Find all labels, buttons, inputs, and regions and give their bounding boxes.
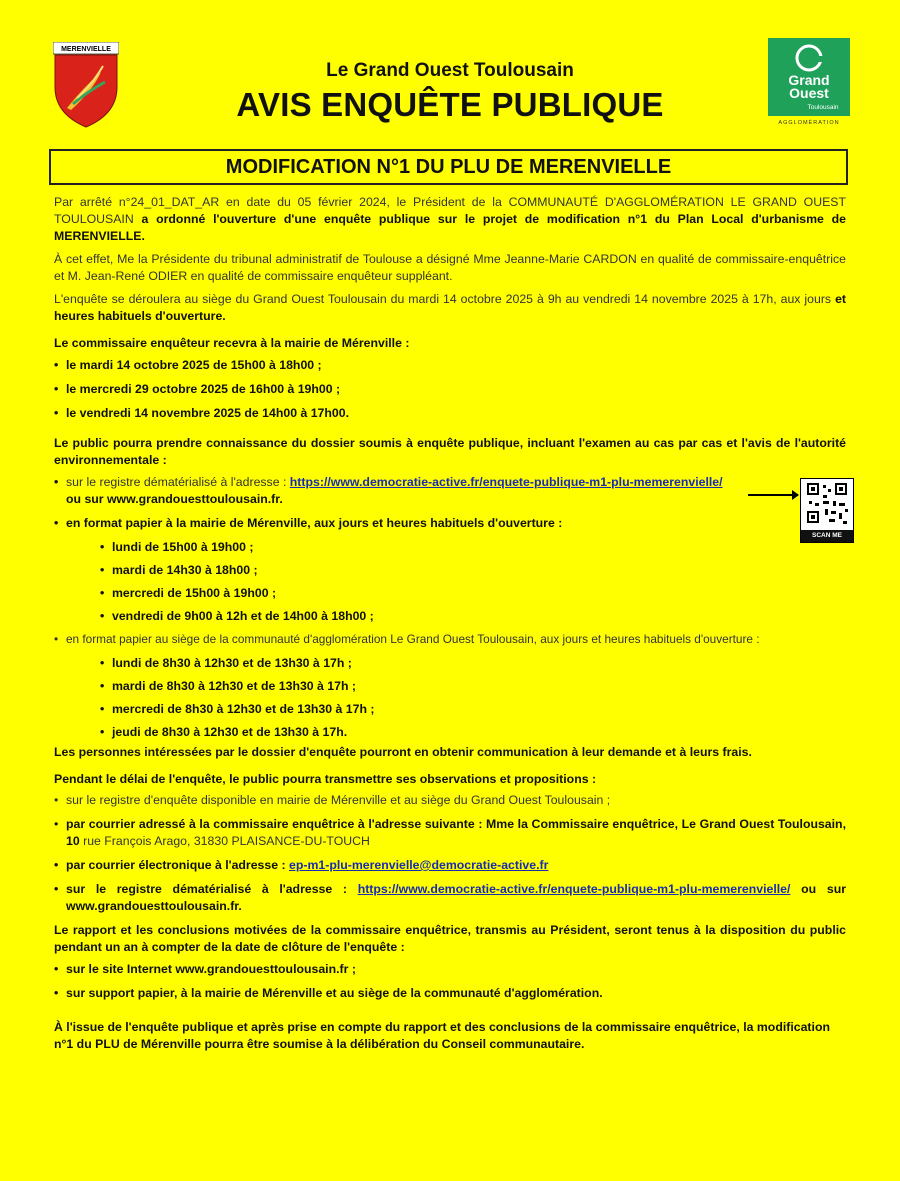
list-item: • sur support papier, à la mairie de Mérenville et au siège de la communauté d'agglomération. xyxy=(54,985,846,1002)
subject-banner: MODIFICATION N°1 DU PLU DE MERENVIELLE xyxy=(49,149,848,185)
siege-list xyxy=(54,631,846,648)
list-item: • mardi de 14h30 à 18h00 ; xyxy=(100,562,846,579)
email-link[interactable]: ep-m1-plu-merenvielle@democratie-active.fr xyxy=(289,858,549,872)
svg-text:AGGLOMÉRATION: AGGLOMÉRATION xyxy=(778,120,840,126)
qr-code[interactable] xyxy=(800,478,854,543)
svg-text:Toulousain: Toulousain xyxy=(807,104,839,111)
svg-text:Grand: Grand xyxy=(788,72,830,88)
siege-hours-list xyxy=(54,655,846,741)
registre-link[interactable]: https://www.democratie-active.fr/enquete-publique-m1-plu-memerenvielle/ xyxy=(289,475,723,489)
permanences-list xyxy=(54,357,846,422)
intro-paragraph-1: Par arrêté n°24_01_DAT_AR en date du 05 février 2024, le Président de la COMMUNAUTÉ D'AGGLOMÉRATION LE GRAND OUEST TOULOUSAIN a ordonné l'ouverture d'une enquête publique sur le projet de modification n°1 du Plan Local d'urbanisme de MERENVIELLE. xyxy=(54,195,846,243)
page-header xyxy=(160,60,740,124)
qr-scan-label: SCAN ME xyxy=(801,530,853,542)
observations-heading: Pendant le délai de l'enquête, le public pourra transmettre ses observations et propositions : xyxy=(54,772,597,786)
list-item: • par courrier adressé à la commissaire enquêtrice à l'adresse suivante : Mme la Commissaire enquêtrice, Le Grand Ouest Toulousain, 10 rue François Arago, 31830 PLAISANCE-DU-TOUCH xyxy=(54,816,846,850)
permanences-heading: Le commissaire enquêteur recevra à la mairie de Mérenville : xyxy=(54,336,410,350)
crest-town-name: MERENVIELLE xyxy=(61,46,111,53)
intro-paragraph-3: L'enquête se déroulera au siège du Grand Ouest Toulousain du mardi 14 octobre 2025 à 9h au vendredi 14 novembre 2025 à 17h, aux jours et heures habituels d'ouverture. xyxy=(54,292,846,323)
list-item: • le mardi 14 octobre 2025 de 15h00 à 18h00 ; xyxy=(54,357,846,374)
merenvielle-crest-logo xyxy=(53,42,119,128)
list-item: • vendredi de 9h00 à 12h et de 14h00 à 18h00 ; xyxy=(100,608,846,625)
list-item: • mercredi de 15h00 à 19h00 ; xyxy=(100,585,846,602)
list-item: • le vendredi 14 novembre 2025 de 14h00 à 17h00. xyxy=(54,405,846,422)
list-item: • lundi de 8h30 à 12h30 et de 13h30 à 17h ; xyxy=(100,655,846,672)
list-item: • par courrier électronique à l'adresse : ep-m1-plu-merenvielle@democratie-active.fr xyxy=(54,857,846,874)
consultation-list xyxy=(54,474,846,532)
intro-paragraph-2: À cet effet, Me la Présidente du tribunal administratif de Toulouse a désigné Mme Jeanne-Marie CARDON en qualité de commissaire-enquêtrice et M. Jean-René ODIER en qualité de commissaire enquêteur suppléant. xyxy=(54,252,846,283)
list-item: • mercredi de 8h30 à 12h30 et de 13h30 à 17h ; xyxy=(100,701,846,718)
grand-ouest-toulousain-logo xyxy=(768,38,850,126)
list-item: • sur le registre dématérialisé à l'adresse : https://www.democratie-active.fr/enquete-publique-m1-plu-memerenvielle/ ou sur www.grandouesttoulousain.fr. xyxy=(54,881,846,915)
list-item: • sur le registre dématérialisé à l'adresse : https://www.democratie-active.fr/enquete-publique-m1-plu-memerenvielle/ ou sur www.grandouesttoulousain.fr. xyxy=(54,474,846,508)
svg-text:Ouest: Ouest xyxy=(789,85,829,101)
list-item: • lundi de 15h00 à 19h00 ; xyxy=(100,539,846,556)
list-item: • sur le site Internet www.grandouesttoulousain.fr ; xyxy=(54,961,846,978)
list-item: • en format papier au siège de la communauté d'agglomération Le Grand Ouest Toulousain, aux jours et heures habituels d'ouverture : xyxy=(54,631,846,648)
list-item: • mardi de 8h30 à 12h30 et de 13h30 à 17h ; xyxy=(100,678,846,695)
rapport-paragraph: Le rapport et les conclusions motivées de la commissaire enquêtrice, transmis au Président, seront tenus à la disposition du public pendant un an à compter de la date de clôture de l'enquête : xyxy=(54,923,846,954)
mairie-hours-list xyxy=(54,539,846,625)
qr-code-icon xyxy=(801,479,853,529)
list-item: • sur le registre d'enquête disponible en mairie de Mérenville et au siège du Grand Ouest Toulousain ; xyxy=(54,792,846,809)
registre-link-2[interactable]: https://www.democratie-active.fr/enquete-publique-m1-plu-memerenvielle/ xyxy=(357,882,791,896)
consultation-closing: Les personnes intéressées par le dossier d'enquête pourront en obtenir communication à leur demande et à leurs frais. xyxy=(54,745,752,759)
list-item: • le mercredi 29 octobre 2025 de 16h00 à 19h00 ; xyxy=(54,381,846,398)
list-item: • en format papier à la mairie de Mérenville, aux jours et heures habituels d'ouverture : xyxy=(54,515,846,532)
rapport-list xyxy=(54,961,846,1002)
page-title: AVIS ENQUÊTE PUBLIQUE xyxy=(236,86,664,123)
organization-name: Le Grand Ouest Toulousain xyxy=(326,60,574,81)
list-item: • jeudi de 8h30 à 12h30 et de 13h30 à 17h. xyxy=(100,724,846,741)
conclusion-paragraph: À l'issue de l'enquête publique et après prise en compte du rapport et des conclusions de la commissaire enquêtrice, la modification n°1 du PLU de Mérenville pourra être soumise à la délibération du Conseil communautaire. xyxy=(54,1020,830,1051)
arrow-to-qr xyxy=(748,494,798,496)
observations-list xyxy=(54,792,846,915)
notice-body xyxy=(54,194,846,1053)
consultation-heading: Le public pourra prendre connaissance du dossier soumis à enquête publique, incluant l'examen au cas par cas et l'avis de l'autorité environnementale : xyxy=(54,436,846,467)
